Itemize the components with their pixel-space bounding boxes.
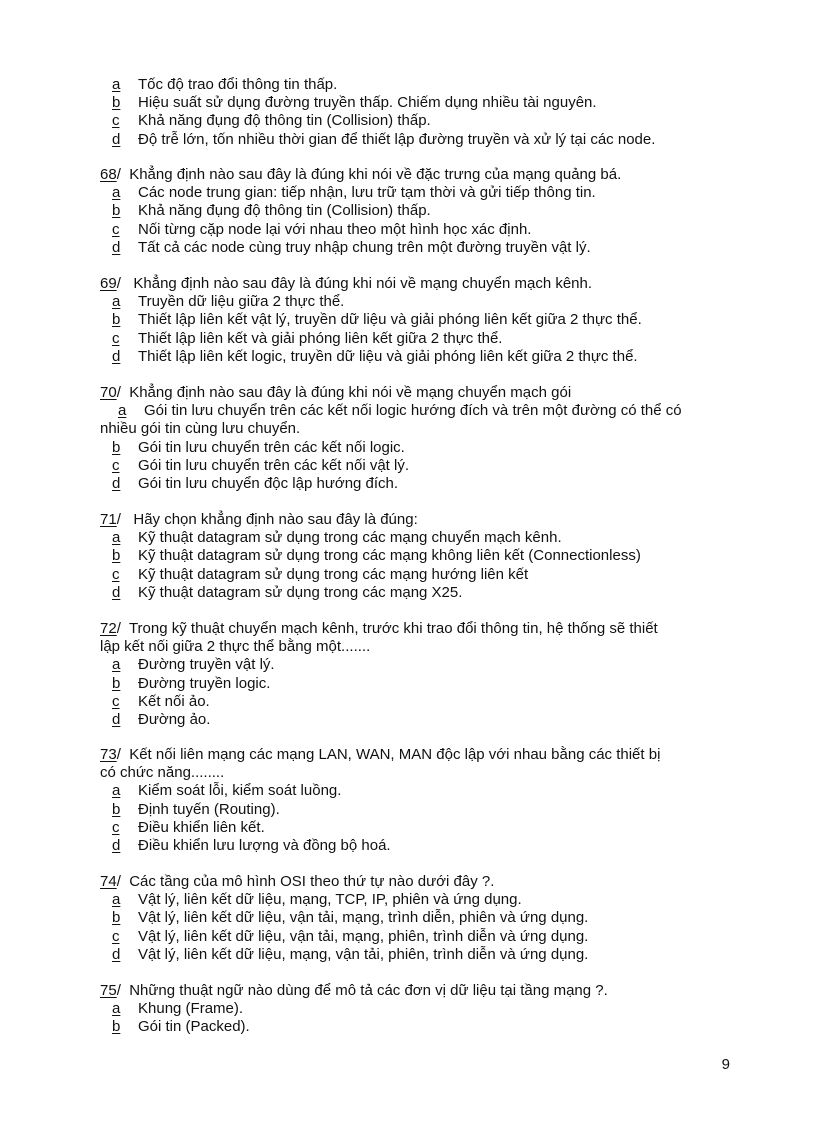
- option-line: [100, 293, 740, 311]
- option-text: Kỹ thuật datagram sử dụng trong các mạng X25.: [138, 583, 463, 601]
- option-text: Tất cả các node cùng truy nhập chung trên một đường truyền vật lý.: [138, 238, 591, 256]
- option-line: [100, 909, 740, 927]
- question-text: Các tầng của mô hình OSI theo thứ tự nào dưới đây ?.: [129, 873, 495, 890]
- option-line: [100, 1018, 740, 1036]
- option-text: Vật lý, liên kết dữ liệu, vận tải, mạng, trình diễn, phiên và ứng dụng.: [138, 909, 589, 927]
- option-letter: a: [112, 529, 121, 547]
- option-text: Hiệu suất sử dụng đường truyền thấp. Chiếm dụng nhiều tài nguyên.: [138, 94, 597, 112]
- option-line: [100, 782, 740, 800]
- option-letter: b: [112, 674, 121, 692]
- option-line: [100, 1000, 740, 1018]
- option-letter: a: [112, 891, 121, 909]
- question-text: Hãy chọn khẳng định nào sau đây là đúng:: [133, 511, 418, 528]
- question-stem: [100, 166, 740, 184]
- option-line: [100, 801, 740, 819]
- question-sep: /: [116, 746, 121, 763]
- option-text: Gói tin lưu chuyển độc lập hướng đích.: [138, 474, 399, 492]
- question-stem: [100, 873, 740, 891]
- option-letter: d: [112, 945, 121, 963]
- question-stem: [100, 384, 740, 402]
- option-text: Đường truyền logic.: [138, 674, 271, 692]
- option-line: [100, 94, 740, 112]
- option-line: [100, 402, 740, 420]
- option-text: Kỹ thuật datagram sử dụng trong các mạng không liên kết (Connectionless): [138, 547, 641, 565]
- option-continuation: nhiều gói tin cùng lưu chuyển.: [100, 420, 301, 438]
- question-sep: /: [116, 384, 121, 401]
- option-line: [100, 928, 740, 946]
- question-number: 68: [100, 166, 117, 183]
- option-line: [100, 239, 740, 257]
- option-line: [100, 439, 740, 457]
- option-text: Thiết lập liên kết logic, truyền dữ liệu và giải phóng liên kết giữa 2 thực thể.: [138, 347, 638, 365]
- question-text: Trong kỹ thuật chuyển mạch kênh, trước khi trao đổi thông tin, hệ thống sẽ thiết: [128, 620, 658, 637]
- option-letter: b: [112, 311, 121, 329]
- question-sep: /: [116, 275, 121, 292]
- question-sep: /: [116, 511, 121, 528]
- question-72: [100, 620, 740, 729]
- option-text: Vật lý, liên kết dữ liệu, mạng, TCP, IP, phiên và ứng dụng.: [138, 891, 522, 909]
- question-stem-continuation: có chức năng........: [100, 764, 225, 782]
- option-line: [100, 457, 740, 475]
- option-text: Các node trung gian: tiếp nhận, lưu trữ tạm thời và gửi tiếp thông tin.: [138, 184, 596, 202]
- option-text: Độ trễ lớn, tốn nhiều thời gian để thiết lập đường truyền và xử lý tại các node.: [138, 130, 656, 148]
- option-text: Gói tin lưu chuyển trên các kết nối logic.: [138, 438, 405, 456]
- option-letter: c: [112, 818, 120, 836]
- question-text: Những thuật ngữ nào dùng để mô tả các đơn vị dữ liệu tại tầng mạng ?.: [129, 982, 608, 999]
- option-letter: b: [112, 800, 121, 818]
- option-line: [100, 348, 740, 366]
- question-number: 71: [100, 511, 117, 528]
- option-line: [100, 547, 740, 565]
- option-line: [100, 131, 740, 149]
- option-line: [100, 311, 740, 329]
- option-text: Gói tin lưu chuyển trên các kết nối logic hướng đích và trên một đường có thể có: [144, 402, 682, 420]
- question-69: [100, 275, 740, 366]
- option-letter: a: [112, 782, 121, 800]
- option-letter: b: [112, 438, 121, 456]
- question-number: 72: [100, 620, 117, 637]
- option-line: [100, 693, 740, 711]
- question-75: [100, 982, 740, 1037]
- option-text: Vật lý, liên kết dữ liệu, mạng, vận tải, phiên, trình diễn và ứng dụng.: [138, 945, 589, 963]
- question-text: Khẳng định nào sau đây là đúng khi nói về mạng chuyển mạch gói: [129, 384, 572, 401]
- page-number: 9: [721, 1056, 730, 1073]
- option-line: [100, 837, 740, 855]
- option-line: [100, 711, 740, 729]
- option-text: Đường truyền vật lý.: [138, 656, 275, 674]
- option-letter: c: [112, 112, 120, 130]
- question-sep: /: [116, 166, 121, 183]
- option-letter: c: [112, 220, 120, 238]
- option-letter: b: [112, 202, 121, 220]
- question-71: [100, 511, 740, 602]
- option-letter: b: [112, 94, 121, 112]
- option-text: Gói tin (Packed).: [138, 1018, 250, 1036]
- option-text: Nối từng cặp node lại với nhau theo một hình học xác định.: [138, 220, 532, 238]
- option-letter: d: [112, 347, 121, 365]
- option-text: Tốc độ trao đổi thông tin thấp.: [138, 76, 338, 93]
- question-number: 73: [100, 746, 117, 763]
- option-text: Truyền dữ liệu giữa 2 thực thể.: [138, 293, 345, 311]
- option-line: [100, 184, 740, 202]
- option-line: [100, 202, 740, 220]
- question-stem: [100, 746, 740, 764]
- option-line: [100, 330, 740, 348]
- question-sep: /: [116, 620, 121, 637]
- question-stem: [100, 620, 740, 638]
- option-text: Định tuyến (Routing).: [138, 800, 280, 818]
- option-letter: c: [112, 565, 120, 583]
- option-text: Điều khiển lưu lượng và đồng bộ hoá.: [138, 836, 391, 854]
- option-letter: c: [112, 456, 120, 474]
- option-letter: b: [112, 1018, 121, 1036]
- question-70: [100, 384, 740, 493]
- option-line: [100, 675, 740, 693]
- question-text: Khẳng định nào sau đây là đúng khi nói về đặc trưng của mạng quảng bá.: [129, 166, 622, 183]
- option-letter: d: [112, 474, 121, 492]
- question-74: [100, 873, 740, 964]
- option-line: [100, 819, 740, 837]
- question-73: [100, 746, 740, 855]
- option-text: Khung (Frame).: [138, 1000, 244, 1018]
- question-text: Kết nối liên mạng các mạng LAN, WAN, MAN độc lập với nhau bằng các thiết bị: [129, 746, 661, 763]
- option-letter: a: [112, 293, 121, 311]
- option-line: [100, 475, 740, 493]
- option-text: Kiểm soát lỗi, kiểm soát luồng.: [138, 782, 342, 800]
- question-text: Khẳng định nào sau đây là đúng khi nói về mạng chuyển mạch kênh.: [133, 275, 593, 292]
- option-text: Gói tin lưu chuyển trên các kết nối vật lý.: [138, 456, 410, 474]
- option-letter: d: [112, 583, 121, 601]
- option-line: [100, 221, 740, 239]
- option-text: Khả năng đụng độ thông tin (Collision) thấp.: [138, 202, 431, 220]
- question-sep: /: [116, 873, 121, 890]
- option-text: Thiết lập liên kết và giải phóng liên kết giữa 2 thực thể.: [138, 329, 503, 347]
- question-number: 74: [100, 873, 117, 890]
- option-line: [100, 566, 740, 584]
- option-letter: a: [112, 656, 121, 674]
- option-text: Kết nối ảo.: [138, 692, 210, 710]
- question-stem: [100, 982, 740, 1000]
- option-line: [100, 656, 740, 674]
- option-letter: d: [112, 130, 121, 148]
- option-letter: a: [118, 402, 127, 420]
- option-line: [100, 891, 740, 909]
- option-letter: a: [112, 184, 121, 202]
- option-text: Kỹ thuật datagram sử dụng trong các mạng chuyển mạch kênh.: [138, 529, 562, 547]
- option-text: Kỹ thuật datagram sử dụng trong các mạng hướng liên kết: [138, 565, 529, 583]
- option-text: Khả năng đụng độ thông tin (Collision) thấp.: [138, 112, 431, 130]
- option-line: [100, 946, 740, 964]
- option-letter: a: [112, 1000, 121, 1018]
- option-line: [100, 112, 740, 130]
- option-letter: b: [112, 547, 121, 565]
- option-line: [100, 76, 740, 94]
- question-number: 70: [100, 384, 117, 401]
- option-text: Thiết lập liên kết vật lý, truyền dữ liệu và giải phóng liên kết giữa 2 thực thể.: [138, 311, 642, 329]
- question-stem: [100, 511, 740, 529]
- question-68: [100, 166, 740, 257]
- question-stem-continuation: lập kết nối giữa 2 thực thể bằng một.......: [100, 638, 371, 656]
- option-letter: c: [112, 692, 120, 710]
- option-letter: d: [112, 836, 121, 854]
- question-sep: /: [116, 982, 121, 999]
- question-number: 75: [100, 982, 117, 999]
- option-text: Đường ảo.: [138, 710, 211, 728]
- question-number: 69: [100, 275, 117, 292]
- option-line: [100, 584, 740, 602]
- option-letter: b: [112, 909, 121, 927]
- option-line: [100, 529, 740, 547]
- option-text: Điều khiển liên kết.: [138, 818, 265, 836]
- option-letter: c: [112, 927, 120, 945]
- option-letter: d: [112, 710, 121, 728]
- option-letter: d: [112, 238, 121, 256]
- option-text: Vật lý, liên kết dữ liệu, vận tải, mạng, phiên, trình diễn và ứng dụng.: [138, 927, 589, 945]
- option-letter: c: [112, 329, 120, 347]
- continued-options: [100, 76, 740, 149]
- question-stem: [100, 275, 740, 293]
- option-letter: a: [112, 76, 121, 93]
